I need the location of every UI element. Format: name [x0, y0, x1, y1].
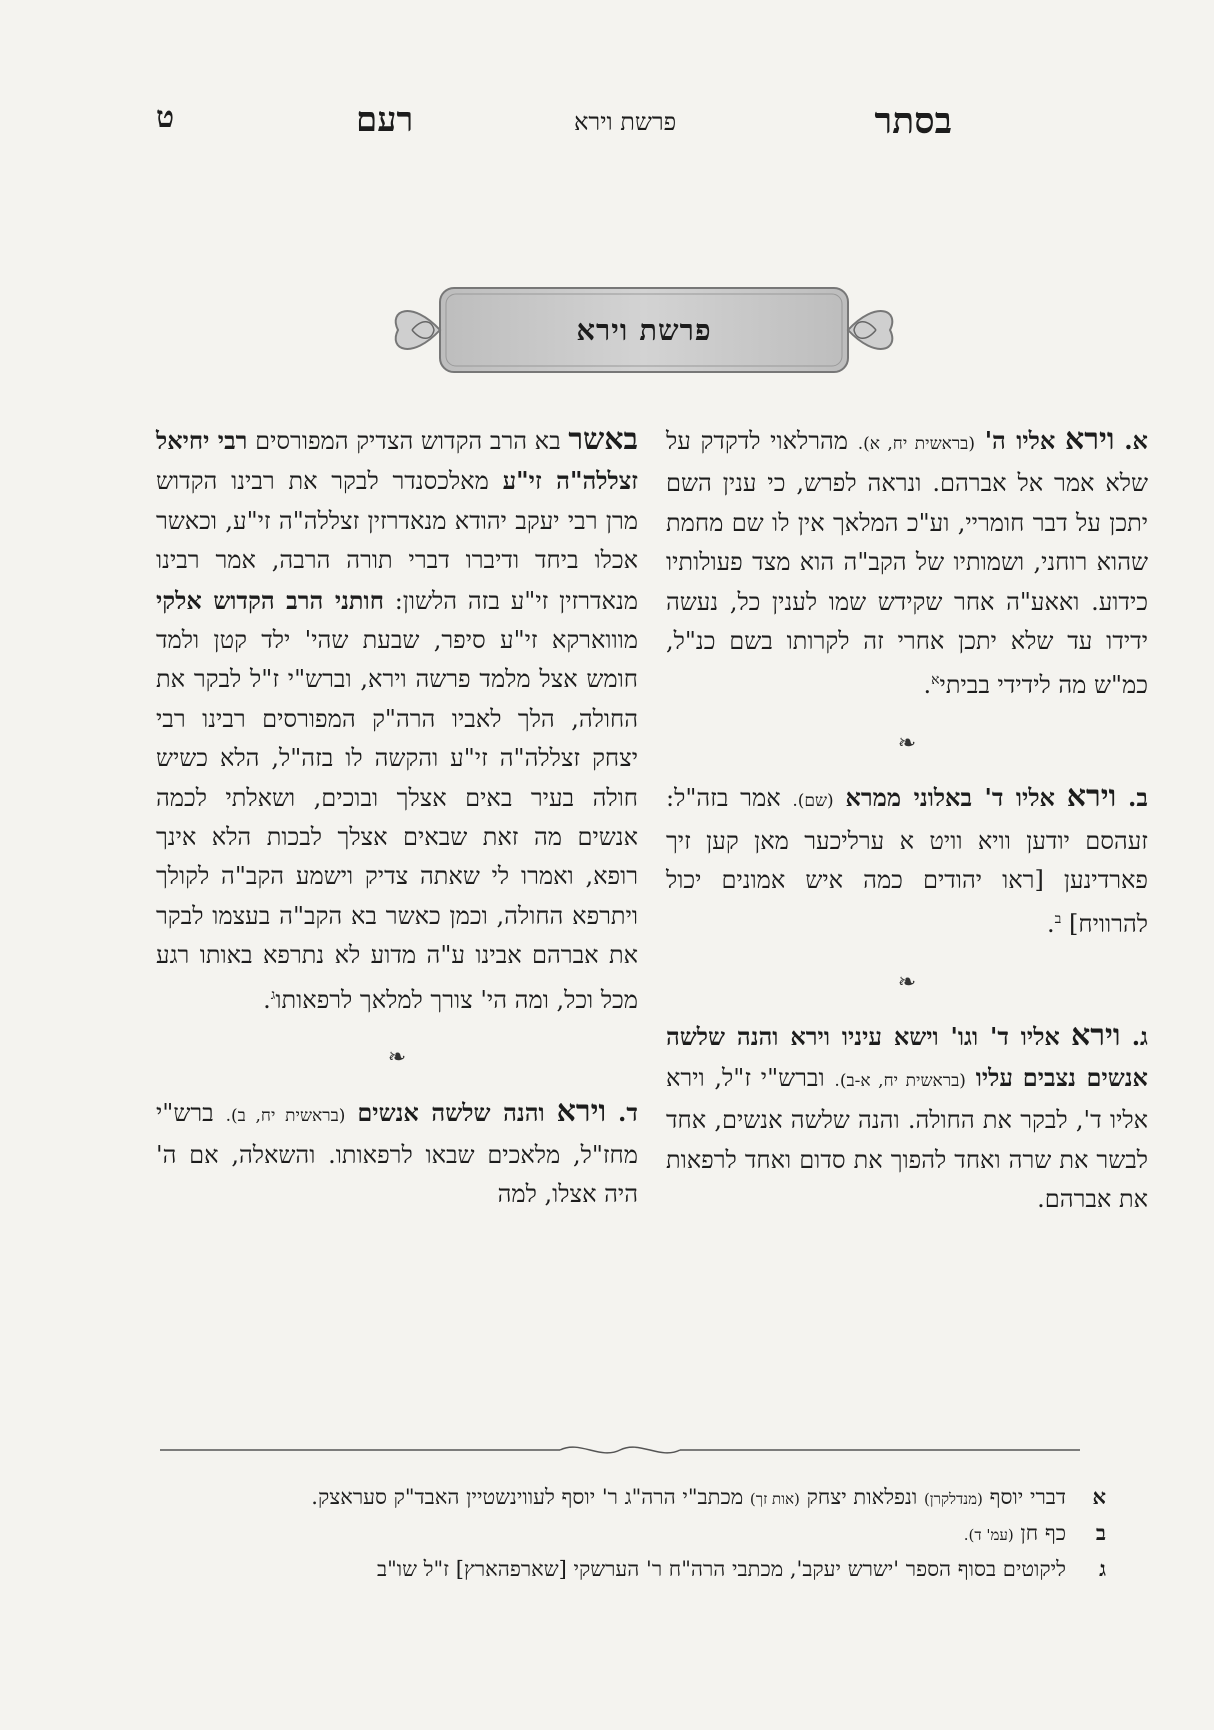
footnote [156, 1480, 1106, 1516]
section-c-label: ג. [1131, 1022, 1148, 1052]
footnote [156, 1552, 1106, 1586]
section-b-label: ב. [1128, 783, 1148, 813]
parasha-banner [382, 280, 906, 380]
footnote-text [156, 1516, 1066, 1552]
footnote-source: ונפלאות יצחק [806, 1485, 918, 1509]
footnote-source: כף חן [1020, 1521, 1066, 1545]
story-text: בא הרב הקדוש הצדיק המפורסים [255, 427, 561, 455]
footnote-text [156, 1480, 1066, 1516]
story-lead: באשר [568, 422, 639, 457]
story-rest: מאלכסנדר לבקר את רבינו הקדוש מרן רבי יעקב יהודא מנאדרזין זצללה"ה זי"ע, וכאשר אכלו ביחד ודיברו דברי תורה הרבה, אמר רבינו מנאדרזין זי"ע בזה הלשון: [156, 467, 638, 615]
footnote-source: דברי יוסף [989, 1485, 1066, 1509]
section-b-citation: (שם). [792, 791, 834, 812]
footnote-text [156, 1552, 1066, 1586]
footnote-source-note: (עמ' ד). [963, 1526, 1014, 1544]
footnote-mark: ב [1095, 1520, 1106, 1545]
footnote-source: ליקוטים בסוף הספר 'ישרש יעקב', מכתבי הרה"ח ר' הערשקי [שארפהארץ] ז"ל שו"ב [376, 1557, 1066, 1581]
footnote-mark: ג [1099, 1556, 1106, 1581]
section-c-lead: וירא [1071, 1018, 1121, 1054]
footnote-ref-a: א [931, 672, 940, 689]
section-a-text: מהרלאוי לדקדק על שלא אמר אל אברהם. ונראה לפרש, כי ענין השם יתכן על דבר חומריי, וע"כ המלאך אין לו שם מחמת שהוא רוחני, ושמותיו של הקב"ה הוא מצד פעולותיו כידוע. ואאע"ה אחר שקידש שמו לענין כל, נעשה ידידו עד שלא יתכן אחרי זה לקרותו בשם כנ"ל, כמ"ש מה לידידי בביתי [666, 427, 1148, 700]
left-column [156, 420, 638, 1215]
footnotes [156, 1480, 1106, 1586]
section-a-lead-rest: אליו ה' [984, 426, 1056, 455]
section-c [666, 1016, 1148, 1219]
footnote-ref-c: ג [270, 986, 276, 1003]
section-b-text: אמר בזה"ל: זעהסם יודען וויא וויט א ערליכער מאן קען זיך פארדינען [ראו יהודים כמה איש אמונים יכול להרוויח] [666, 784, 1148, 939]
section-c-text: וברש"י ז"ל, וירא אליו ד', לבקר את החולה. והנה שלשה אנשים, אחד לבשר את שרה ואחד להפוך את סדום ואחד לרפאות את אברהם. [666, 1063, 1148, 1213]
section-b-lead-rest: אליו ד' באלוני ממרא [845, 783, 1055, 813]
footnote [156, 1516, 1106, 1552]
section-d-label: ד. [618, 1097, 638, 1127]
section-a-label: א. [1124, 426, 1148, 455]
section-a-citation: (בראשית יח, א). [857, 434, 976, 454]
footnote-source: מכתב"י הרה"ג ר' יוסף לעווינשטיין האבד"ק סעראצק. [311, 1485, 744, 1509]
right-column [666, 420, 1148, 1219]
section-c-lead-rest: אליו ד' וגו' וישא עיניו וירא והנה שלשה אנשים נצבים [666, 1022, 1148, 1092]
section-divider-icon: ❧ [897, 969, 917, 995]
section-b-lead: וירא [1066, 779, 1117, 815]
page-letter: ט [156, 100, 175, 135]
footnote-source-note: (אות זך) [749, 1490, 800, 1508]
section-b: ב. וירא אליו ד' באלוני ממרא (שם). אמר בזה"ל: זעהסם יודען וויא וויט א ערליכער מאן קען זיך פארדינען [ראו יהודים כמה איש אמונים יכול להרוויח] $^ב$. [666, 779, 1148, 939]
story-paragraph: באשר בא הרב הקדוש הצדיק המפורסים רבי יחיאל זצללה"ה זי"ע מאלכסנדר לבקר את רבינו הקדוש מרן רבי יעקב יהודא מנאדרזין זצללה"ה זי"ע, וכאשר אכלו ביחד ודיברו דברי תורה הרבה, אמר רבינו מנאדרזין זי"ע בזה הלשון: חותני הרב הקדוש אלקי מוווארקא זי"ע סיפר, שבעת שהי' ילד קטן ולמד חומש אצל מלמד פרשה וירא, וברש"י ז"ל לבקר את החולה, הלך לאביו הרה"ק המפורסים רבינו רבי יצחק זצללה"ה זי"ע והקשה לו בזה"ל, הלא כשיש חולה בעיר באים אצלך ובוכים, ושאלתי לכמה אנשים מה זאת שבאים אצלך לבכות הלא אינך רופא, ואמרו לי שאתה צדיק וישמע הקב"ה לקולך ויתרפא החולה, וכמן כאשר בא הקב"ה בעצמו לבקר את אברהם אבינו ע"ה מדוע לא נתרפא באותו רגע מכל וכל, ומה הי' צורך למלאך לרפאותו$^ג$. [156, 422, 639, 1014]
footnote-ref-b: ב [1054, 911, 1062, 928]
section-a: א. וירא אליו ה' (בראשית יח, א). מהרלאוי לדקדק על שלא אמר אל אברהם. ונראה לפרש, כי ענין השם יתכן על דבר חומריי, וע"כ המלאך אין לו שם מחמת שהוא רוחני, ושמותיו של הקב"ה הוא מצד פעולותיו כידוע. ואאע"ה אחר שקידש שמו לענין כל, נעשה ידידו עד שלא יתכן אחרי זה לקרותו בשם כנ"ל, כמ"ש מה לידידי בביתי$^א$. [666, 422, 1148, 700]
section-d [156, 1092, 638, 1215]
section-d-citation: (בראשית יח, ב). [225, 1105, 346, 1126]
page-number: רעם [356, 100, 414, 140]
running-header-parasha: פרשת וירא [574, 108, 677, 136]
section-d-lead-rest: והנה שלשה אנשים [357, 1097, 545, 1127]
footnote-separator-icon [160, 1440, 1080, 1460]
story-name: רבי יחיאל זצללה"ה זי"ע [156, 426, 638, 496]
section-c-text-bold: עליו [975, 1062, 1013, 1092]
section-a-lead: וירא [1064, 422, 1115, 457]
section-divider-icon: ❧ [897, 730, 917, 756]
footnote-source-note: (מנדלקרן) [923, 1490, 983, 1508]
section-d-lead: וירא [556, 1093, 607, 1129]
running-header-book: בסתר [874, 100, 952, 142]
footnote-mark: א [1092, 1484, 1106, 1509]
story-quote-bold: חותני הרב הקדוש אלקי [156, 585, 384, 615]
section-c-citation: (בראשית יח, א-ב). [834, 1070, 966, 1091]
section-divider-icon: ❧ [387, 1045, 407, 1071]
section-d-text: ברש"י מחז"ל, מלאכים שבאו לרפאותו. והשאלה, אם ה' היה אצלו, למה [156, 1098, 638, 1209]
banner-title: פרשת וירא [576, 312, 712, 347]
story-end: מוווארקא זי"ע סיפר, שבעת שהי' ילד קטן ולמד חומש אצל מלמד פרשה וירא, וברש"י ז"ל לבקר את החולה, הלך לאביו הרה"ק המפורסים רבינו רבי יצחק זצללה"ה זי"ע והקשה לו בזה"ל, הלא כשיש חולה בעיר באים אצלך ובוכים, ושאלתי לכמה אנשים מה זאת שבאים אצלך לבכות הלא אינך רופא, ואמרו לי שאתה צדיק וישמע הקב"ה לקולך ויתרפא החולה, וכמן כאשר בא הקב"ה בעצמו לבקר את אברהם אבינו ע"ה מדוע לא נתרפא באותו רגע מכל וכל, ומה הי' צורך למלאך לרפאותו [156, 626, 639, 1014]
